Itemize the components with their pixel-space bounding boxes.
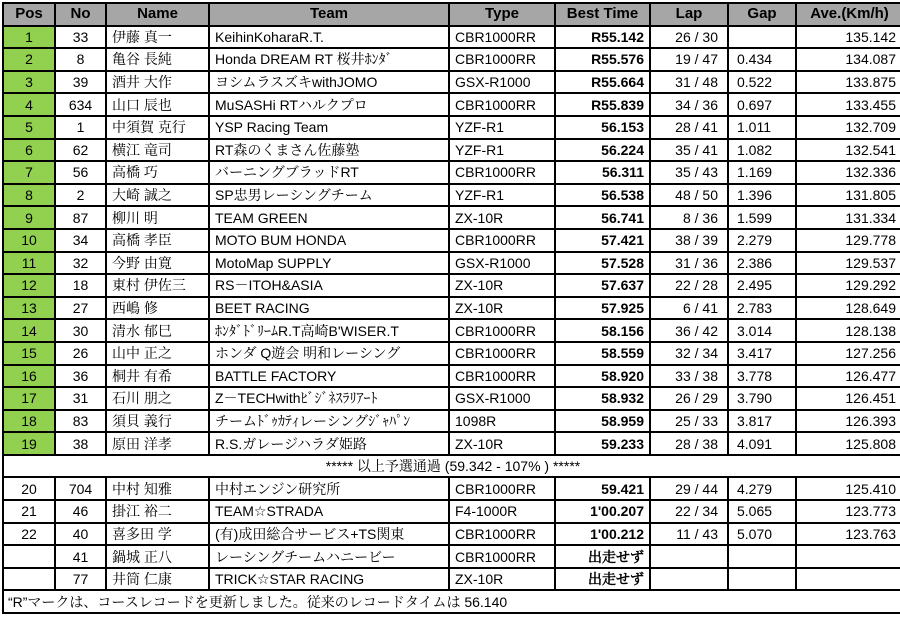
name-cell: 大崎 誠之 [106, 184, 209, 207]
best-time-cell: 58.959 [555, 410, 650, 433]
team-cell: BEET RACING [209, 297, 449, 320]
result-row [3, 568, 900, 591]
no-cell: 62 [55, 139, 106, 162]
gap-cell: 3.817 [728, 410, 796, 433]
result-row [3, 365, 900, 388]
gap-cell: 5.070 [728, 523, 796, 546]
result-row [3, 26, 900, 49]
name-cell: 桐井 有希 [106, 365, 209, 388]
team-cell: RT森のくまさん佐藤塾 [209, 139, 449, 162]
gap-cell: 1.599 [728, 206, 796, 229]
name-cell: 横江 竜司 [106, 139, 209, 162]
name-cell: 酒井 大作 [106, 71, 209, 94]
ave-cell: 125.808 [796, 432, 900, 455]
col-header-name: Name [106, 3, 209, 26]
pos-cell: 22 [3, 523, 55, 546]
pos-cell: 13 [3, 297, 55, 320]
lap-cell: 19 / 47 [650, 48, 728, 71]
col-header-type: Type [449, 3, 555, 26]
ave-cell: 126.451 [796, 387, 900, 410]
name-cell: 喜多田 学 [106, 523, 209, 546]
gap-cell: 2.386 [728, 252, 796, 275]
col-header-gap: Gap [728, 3, 796, 26]
gap-cell: 5.065 [728, 500, 796, 523]
team-cell: BATTLE FACTORY [209, 365, 449, 388]
ave-cell: 126.477 [796, 365, 900, 388]
pos-cell [3, 545, 55, 568]
name-cell: 中須賀 克行 [106, 116, 209, 139]
result-row [3, 410, 900, 433]
lap-cell: 31 / 48 [650, 71, 728, 94]
type-cell: CBR1000RR [449, 48, 555, 71]
type-cell: CBR1000RR [449, 477, 555, 500]
gap-cell: 0.434 [728, 48, 796, 71]
results-body [3, 26, 900, 591]
name-cell: 柳川 明 [106, 206, 209, 229]
pos-cell: 14 [3, 319, 55, 342]
best-time-cell: R55.142 [555, 26, 650, 49]
best-time-cell: R55.664 [555, 71, 650, 94]
best-time-cell: 56.741 [555, 206, 650, 229]
no-cell: 31 [55, 387, 106, 410]
pos-cell: 3 [3, 71, 55, 94]
name-cell: 山口 辰也 [106, 93, 209, 116]
best-time-cell: 58.559 [555, 342, 650, 365]
lap-cell: 28 / 38 [650, 432, 728, 455]
team-cell: チームﾄﾞｩｶﾃｨレーシングｼﾞｬﾊﾟﾝ [209, 410, 449, 433]
lap-cell: 8 / 36 [650, 206, 728, 229]
gap-cell [728, 568, 796, 591]
pos-cell: 17 [3, 387, 55, 410]
type-cell: CBR1000RR [449, 26, 555, 49]
pos-cell: 19 [3, 432, 55, 455]
gap-cell: 4.091 [728, 432, 796, 455]
team-cell: MuSASHi RTハルクプロ [209, 93, 449, 116]
no-cell: 8 [55, 48, 106, 71]
type-cell: CBR1000RR [449, 229, 555, 252]
name-cell: 鍋城 正八 [106, 545, 209, 568]
best-time-cell: 出走せず [555, 545, 650, 568]
result-row [3, 319, 900, 342]
ave-cell: 126.393 [796, 410, 900, 433]
type-cell: GSX-R1000 [449, 252, 555, 275]
best-time-cell: 58.156 [555, 319, 650, 342]
result-row [3, 206, 900, 229]
type-cell: CBR1000RR [449, 93, 555, 116]
pos-cell: 4 [3, 93, 55, 116]
result-row [3, 297, 900, 320]
name-cell: 伊藤 真一 [106, 26, 209, 49]
ave-cell: 131.334 [796, 206, 900, 229]
ave-cell: 129.537 [796, 252, 900, 275]
ave-cell [796, 568, 900, 591]
result-row [3, 387, 900, 410]
no-cell: 34 [55, 229, 106, 252]
gap-cell: 3.790 [728, 387, 796, 410]
name-cell: 原田 洋孝 [106, 432, 209, 455]
name-cell: 高橋 孝臣 [106, 229, 209, 252]
result-row [3, 93, 900, 116]
no-cell: 41 [55, 545, 106, 568]
no-cell: 30 [55, 319, 106, 342]
type-cell: CBR1000RR [449, 161, 555, 184]
gap-cell: 2.495 [728, 274, 796, 297]
ave-cell: 125.410 [796, 477, 900, 500]
ave-cell: 134.087 [796, 48, 900, 71]
lap-cell: 26 / 29 [650, 387, 728, 410]
lap-cell: 34 / 36 [650, 93, 728, 116]
gap-cell: 0.522 [728, 71, 796, 94]
team-cell: ホンダ Q遊会 明和レーシング [209, 342, 449, 365]
name-cell: 亀谷 長純 [106, 48, 209, 71]
pos-cell: 5 [3, 116, 55, 139]
type-cell: CBR1000RR [449, 342, 555, 365]
ave-cell: 127.256 [796, 342, 900, 365]
lap-cell: 35 / 43 [650, 161, 728, 184]
type-cell: CBR1000RR [449, 523, 555, 546]
lap-cell: 36 / 42 [650, 319, 728, 342]
qualifying-results-table [2, 2, 900, 614]
pos-cell: 18 [3, 410, 55, 433]
pos-cell: 20 [3, 477, 55, 500]
lap-cell: 22 / 34 [650, 500, 728, 523]
team-cell: R.S.ガレージハラダ姫路 [209, 432, 449, 455]
result-row [3, 48, 900, 71]
team-cell: SP忠男レーシングチーム [209, 184, 449, 207]
best-time-cell: 出走せず [555, 568, 650, 591]
ave-cell: 132.541 [796, 139, 900, 162]
gap-cell: 1.082 [728, 139, 796, 162]
result-row [3, 184, 900, 207]
type-cell: ZX-10R [449, 432, 555, 455]
type-cell: ZX-10R [449, 297, 555, 320]
lap-cell: 25 / 33 [650, 410, 728, 433]
result-row [3, 161, 900, 184]
best-time-cell: 57.421 [555, 229, 650, 252]
team-cell: ヨシムラスズキwithJOMO [209, 71, 449, 94]
col-header-no: No [55, 3, 106, 26]
no-cell: 33 [55, 26, 106, 49]
ave-cell: 128.138 [796, 319, 900, 342]
team-cell: ﾎﾝﾀﾞﾄﾞﾘｰﾑR.T高崎B'WISER.T [209, 319, 449, 342]
lap-cell [650, 568, 728, 591]
result-row [3, 477, 900, 500]
no-cell: 1 [55, 116, 106, 139]
name-cell: 今野 由寛 [106, 252, 209, 275]
name-cell: 石川 朋之 [106, 387, 209, 410]
ave-cell: 132.709 [796, 116, 900, 139]
pos-cell: 11 [3, 252, 55, 275]
pos-cell [3, 568, 55, 591]
best-time-cell: 59.233 [555, 432, 650, 455]
ave-cell: 131.805 [796, 184, 900, 207]
team-cell: (有)成田総合サービス+TS関東 [209, 523, 449, 546]
pos-cell: 12 [3, 274, 55, 297]
team-cell: TRICK☆STAR RACING [209, 568, 449, 591]
pos-cell: 8 [3, 184, 55, 207]
gap-cell: 1.396 [728, 184, 796, 207]
no-cell: 46 [55, 500, 106, 523]
lap-cell: 35 / 41 [650, 139, 728, 162]
name-cell: 清水 郁巳 [106, 319, 209, 342]
type-cell: YZF-R1 [449, 139, 555, 162]
col-header-pos: Pos [3, 3, 55, 26]
name-cell: 中村 知雅 [106, 477, 209, 500]
no-cell: 83 [55, 410, 106, 433]
no-cell: 87 [55, 206, 106, 229]
ave-cell: 129.778 [796, 229, 900, 252]
team-cell: Z－TECHwithﾋﾞｼﾞﾈｽﾗﾘｱｰﾄ [209, 387, 449, 410]
result-row [3, 229, 900, 252]
name-cell: 須貝 義行 [106, 410, 209, 433]
header-row [3, 3, 900, 26]
best-time-cell: 56.538 [555, 184, 650, 207]
best-time-cell: 58.920 [555, 365, 650, 388]
ave-cell: 132.336 [796, 161, 900, 184]
no-cell: 18 [55, 274, 106, 297]
pos-cell: 1 [3, 26, 55, 49]
qualifying-cutoff-text: ***** 以上予選通過 (59.342 - 107% ) ***** [3, 455, 900, 478]
team-cell: TEAM☆STRADA [209, 500, 449, 523]
best-time-cell: 59.421 [555, 477, 650, 500]
ave-cell: 129.292 [796, 274, 900, 297]
col-header-best-time: Best Time [555, 3, 650, 26]
result-row [3, 252, 900, 275]
result-row [3, 139, 900, 162]
type-cell: F4-1000R [449, 500, 555, 523]
team-cell: Honda DREAM RT 桜井ﾎﾝﾀﾞ [209, 48, 449, 71]
best-time-cell: 58.932 [555, 387, 650, 410]
gap-cell: 2.783 [728, 297, 796, 320]
lap-cell: 22 / 28 [650, 274, 728, 297]
result-row [3, 500, 900, 523]
gap-cell: 4.279 [728, 477, 796, 500]
type-cell: CBR1000RR [449, 319, 555, 342]
col-header-lap: Lap [650, 3, 728, 26]
best-time-cell: 57.925 [555, 297, 650, 320]
gap-cell: 3.778 [728, 365, 796, 388]
result-row [3, 116, 900, 139]
col-header-team: Team [209, 3, 449, 26]
team-cell: MOTO BUM HONDA [209, 229, 449, 252]
ave-cell: 123.773 [796, 500, 900, 523]
team-cell: MotoMap SUPPLY [209, 252, 449, 275]
name-cell: 山中 正之 [106, 342, 209, 365]
result-row [3, 545, 900, 568]
lap-cell: 33 / 38 [650, 365, 728, 388]
lap-cell [650, 545, 728, 568]
no-cell: 39 [55, 71, 106, 94]
gap-cell [728, 26, 796, 49]
pos-cell: 9 [3, 206, 55, 229]
result-row [3, 342, 900, 365]
no-cell: 2 [55, 184, 106, 207]
type-cell: CBR1000RR [449, 545, 555, 568]
type-cell: 1098R [449, 410, 555, 433]
gap-cell: 3.417 [728, 342, 796, 365]
gap-cell: 3.014 [728, 319, 796, 342]
name-cell: 井筒 仁康 [106, 568, 209, 591]
no-cell: 36 [55, 365, 106, 388]
lap-cell: 6 / 41 [650, 297, 728, 320]
ave-cell: 133.455 [796, 93, 900, 116]
type-cell: YZF-R1 [449, 116, 555, 139]
type-cell: GSX-R1000 [449, 71, 555, 94]
ave-cell [796, 545, 900, 568]
pos-cell: 7 [3, 161, 55, 184]
gap-cell: 1.169 [728, 161, 796, 184]
best-time-cell: 57.637 [555, 274, 650, 297]
name-cell: 高橋 巧 [106, 161, 209, 184]
no-cell: 27 [55, 297, 106, 320]
footer-row [3, 590, 900, 613]
best-time-cell: 1'00.212 [555, 523, 650, 546]
team-cell: YSP Racing Team [209, 116, 449, 139]
pos-cell: 2 [3, 48, 55, 71]
name-cell: 掛江 裕二 [106, 500, 209, 523]
lap-cell: 48 / 50 [650, 184, 728, 207]
ave-cell: 133.875 [796, 71, 900, 94]
pos-cell: 15 [3, 342, 55, 365]
lap-cell: 26 / 30 [650, 26, 728, 49]
no-cell: 40 [55, 523, 106, 546]
gap-cell: 2.279 [728, 229, 796, 252]
type-cell: ZX-10R [449, 274, 555, 297]
type-cell: CBR1000RR [449, 365, 555, 388]
ave-cell: 123.763 [796, 523, 900, 546]
best-time-cell: 56.311 [555, 161, 650, 184]
ave-cell: 135.142 [796, 26, 900, 49]
record-note: “R”マークは、コースレコードを更新しました。従来のレコードタイムは 56.140 [3, 590, 900, 613]
gap-cell: 0.697 [728, 93, 796, 116]
col-header-ave: Ave.(Km/h) [796, 3, 900, 26]
type-cell: GSX-R1000 [449, 387, 555, 410]
qualifying-cutoff-row [3, 455, 900, 478]
best-time-cell: R55.576 [555, 48, 650, 71]
ave-cell: 128.649 [796, 297, 900, 320]
team-cell: バーニングブラッドRT [209, 161, 449, 184]
result-row [3, 274, 900, 297]
team-cell: RS－ITOH&ASIA [209, 274, 449, 297]
lap-cell: 31 / 36 [650, 252, 728, 275]
no-cell: 26 [55, 342, 106, 365]
lap-cell: 38 / 39 [650, 229, 728, 252]
no-cell: 32 [55, 252, 106, 275]
gap-cell [728, 545, 796, 568]
team-cell: KeihinKoharaR.T. [209, 26, 449, 49]
team-cell: TEAM GREEN [209, 206, 449, 229]
type-cell: YZF-R1 [449, 184, 555, 207]
team-cell: 中村エンジン研究所 [209, 477, 449, 500]
no-cell: 56 [55, 161, 106, 184]
name-cell: 東村 伊佐三 [106, 274, 209, 297]
team-cell: レーシングチームハニービー [209, 545, 449, 568]
result-row [3, 432, 900, 455]
best-time-cell: 56.224 [555, 139, 650, 162]
pos-cell: 21 [3, 500, 55, 523]
no-cell: 704 [55, 477, 106, 500]
pos-cell: 6 [3, 139, 55, 162]
pos-cell: 10 [3, 229, 55, 252]
lap-cell: 28 / 41 [650, 116, 728, 139]
no-cell: 77 [55, 568, 106, 591]
best-time-cell: 1'00.207 [555, 500, 650, 523]
lap-cell: 29 / 44 [650, 477, 728, 500]
best-time-cell: 56.153 [555, 116, 650, 139]
no-cell: 38 [55, 432, 106, 455]
result-row [3, 523, 900, 546]
pos-cell: 16 [3, 365, 55, 388]
gap-cell: 1.011 [728, 116, 796, 139]
lap-cell: 11 / 43 [650, 523, 728, 546]
type-cell: ZX-10R [449, 206, 555, 229]
name-cell: 西嶋 修 [106, 297, 209, 320]
best-time-cell: 57.528 [555, 252, 650, 275]
result-row [3, 71, 900, 94]
no-cell: 634 [55, 93, 106, 116]
type-cell: ZX-10R [449, 568, 555, 591]
lap-cell: 32 / 34 [650, 342, 728, 365]
best-time-cell: R55.839 [555, 93, 650, 116]
